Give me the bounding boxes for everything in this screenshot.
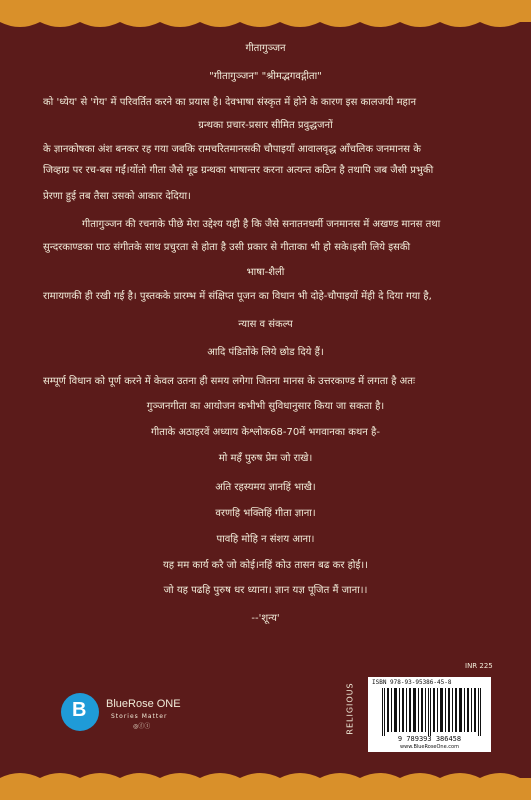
paragraph-line: भाषा-शैली [246, 267, 285, 278]
paragraph-line: के ज्ञानकोषका अंश बनकर रह गया जबकि रामचरितमानसकी चौपाइयाँ आवालवृद्ध आँचलिक जनमानस के [43, 144, 421, 155]
verse-line: मो महँ पुरुष प्रेम जो राखे। [218, 453, 313, 464]
publisher-logo-icon: B [61, 693, 99, 731]
paragraph-line: न्यास व संकल्प [238, 319, 293, 330]
price-label: INR 225 [465, 662, 493, 670]
paragraph-line: सुन्दरकाण्डका पाठ संगीतके साथ प्रचुरता से होता है उसी प्रकार से गीताका भी हो सके।इसी लिये इसकी [43, 242, 411, 253]
paragraph-line: गीतागुञ्जन की रचनाके पीछे मेरा उद्देश्य यही है कि जैसे सनातनधर्मी जनमानस में अखण्ड मानस तथा [82, 219, 441, 230]
bottom-scallop-pattern [0, 768, 531, 778]
paragraph-line: को 'ध्येय' से 'गेय' में परिवर्तित करने का प्रयास है। देवभाषा संस्कृत में होने के कारण इस कालजयी महान [43, 97, 417, 108]
paragraph-line: जिव्हाग्र पर रच-बस गईं।योंतो गीता जैसे गूढ ग्रन्थका भाषान्तर करना अत्यन्त कठिन है तथापि जब जैसी प्रभुकी [43, 165, 434, 176]
publisher-name: BlueRose ONE [106, 698, 181, 710]
verse-line: जो यह पढहि पुरुष धर ध्याना। ज्ञान यज्ञ पूजित मैं जाना।। [163, 585, 368, 596]
author-signature: --'शून्य' [251, 613, 280, 624]
paragraph-line: सम्पूर्ण विधान को पूर्ण करने में केवल उतना ही समय लगेगा जितना मानस के उत्तरकाण्ड में लगता है अतः [43, 376, 416, 387]
bottom-decorative-border [0, 778, 531, 800]
paragraph-line: गीताके अठाहरवें अध्याय केश्लोक68-70में भगवानका कथन है- [151, 427, 380, 438]
top-decorative-border [0, 0, 531, 22]
publisher-logo [61, 693, 206, 733]
barcode-bars [382, 688, 483, 736]
verse-line: वरणहि भक्तिहिं गीता ज्ञाना। [215, 508, 316, 519]
title: गीतागुञ्जन [245, 43, 286, 54]
paragraph-line: गुञ्जनगीता का आयोजन कभीभी सुविधानुसार किया जा सकता है। [146, 401, 385, 412]
social-icons: ◎ⓕⓣ [133, 723, 151, 730]
barcode [368, 677, 491, 752]
isbn-text: ISBN 978-93-95386-45-8 [372, 679, 452, 686]
paragraph-line: रामायणकी ही रखी गई है। पुस्तकके प्रारम्भ में संक्षिप्त पूजन का विधान भी दोहे-चौपाइयों मेंही दे दिया गया है, [43, 291, 432, 302]
paragraph-line: ग्रन्थका प्रचार-प्रसार सीमित प्रवुद्धजनों [198, 120, 333, 131]
paragraph-line: आदि पंडितोंके लिये छोड दिये हैं। [207, 347, 324, 358]
publisher-tagline: Stories Matter [111, 713, 168, 720]
verse-line: पावहि मोहि न संशय आना। [216, 534, 315, 545]
barcode-number: 9 789393 386458 [397, 735, 462, 743]
verse-line: यह मम कार्य करै जो कोई।नहिं कोउ तासन बढ कर होई।। [163, 560, 368, 571]
category-label: RELIGIOUS [345, 682, 355, 735]
publisher-url: www.BlueRoseOne.com [400, 744, 459, 750]
top-scallop-pattern [0, 22, 531, 32]
verse-line: अति रहस्यमय ज्ञानहिं भाखै। [215, 482, 316, 493]
subtitle: "गीतागुञ्जन" "श्रीमद्भगवद्गीता" [209, 71, 322, 82]
paragraph-line: प्रेरणा हुई तब तैसा उसको आकार देदिया। [43, 191, 191, 202]
